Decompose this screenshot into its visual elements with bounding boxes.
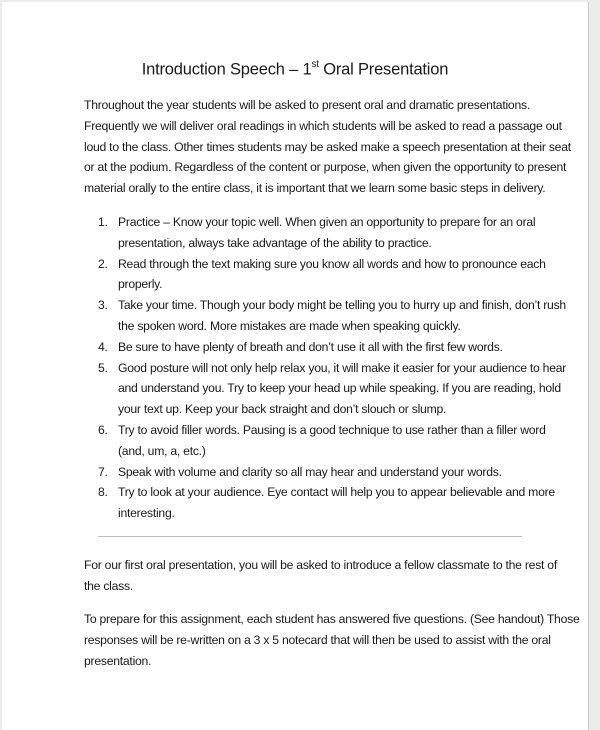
list-number: 6. (98, 422, 108, 437)
list-text-line: Read through the text making sure you know all words and how to pronounce each (118, 256, 546, 271)
list-item (98, 212, 536, 254)
list-number: 8. (98, 485, 108, 500)
steps-list (98, 212, 567, 524)
list-text-line: properly. (118, 277, 163, 292)
first-presentation-paragraph (84, 555, 557, 597)
prepare-paragraph (84, 609, 580, 671)
list-text-line: your text up. Keep your back straight and don’t slouch or slump. (118, 402, 447, 417)
list-text-line: presentation, always take advantage of the ability to practice. (118, 235, 432, 250)
document-page (2, 2, 589, 730)
text-line: Frequently we will deliver oral readings in which students will be asked to read a passage out (84, 118, 562, 133)
section-divider (98, 536, 522, 537)
list-item (98, 254, 546, 296)
page-title (2, 60, 588, 80)
list-item (98, 358, 567, 420)
text-line: loud to the class. Other times students may be asked make a speech presentation at their seat (84, 139, 571, 154)
list-text-line: Take your time. Though your body might be telling you to hurry up and finish, don’t rush (118, 298, 566, 313)
text-line: presentation. (84, 653, 152, 668)
list-text-line: Be sure to have plenty of breath and don’t use it all with the first few words. (118, 339, 503, 354)
list-item (98, 482, 555, 524)
list-item (98, 420, 546, 462)
list-item (98, 295, 566, 337)
intro-paragraph (84, 95, 571, 199)
text-line: To prepare for this assignment, each student has answered five questions. (See handout) Those (84, 612, 580, 626)
list-text-line: Good posture will not only help relax you, it will make it easier for your audience to hear (118, 360, 567, 375)
text-line: or at the podium. Regardless of the content or purpose, when given the opportunity to present (84, 160, 567, 175)
list-text-line: Practice – Know your topic well. When given an opportunity to prepare for an oral (118, 215, 536, 229)
list-number: 4. (98, 339, 108, 354)
list-number: 2. (98, 256, 108, 271)
list-item (98, 337, 528, 358)
list-number: 3. (98, 298, 108, 313)
list-text-line: the spoken word. More mistakes are made when speaking quickly. (118, 318, 461, 333)
title-rest: Oral Presentation (318, 60, 449, 79)
list-text-line: interesting. (118, 506, 175, 521)
text-line: the class. (84, 578, 133, 593)
list-text-line: and understand you. Try to keep your head up while speaking. If you are reading, hold (118, 381, 561, 396)
list-number: 5. (98, 360, 108, 375)
text-line: material orally to the entire class, it is important that we learn some basic steps in delivery. (84, 181, 546, 196)
list-number: 1. (98, 215, 108, 229)
text-line: Throughout the year students will be asked to present oral and dramatic presentations. (84, 98, 530, 112)
list-text-line: Speak with volume and clarity so all may hear and understand your words. (118, 464, 502, 479)
list-text-line: Try to avoid filler words. Pausing is a good technique to use rather than a filler word (118, 422, 546, 437)
title-main: Introduction Speech – 1 (141, 60, 312, 79)
list-item (98, 462, 528, 483)
list-text-line: Try to look at your audience. Eye contact will help you to appear believable and more (118, 485, 555, 500)
list-text-line: (and, um, a, etc.) (118, 443, 206, 458)
list-number: 7. (98, 464, 108, 479)
title-superscript: st (311, 59, 319, 70)
text-line: responses will be re-written on a 3 x 5 notecard that will then be used to assist with the oral (84, 632, 551, 647)
text-line: For our first oral presentation, you will be asked to introduce a fellow classmate to the rest of (84, 558, 557, 572)
